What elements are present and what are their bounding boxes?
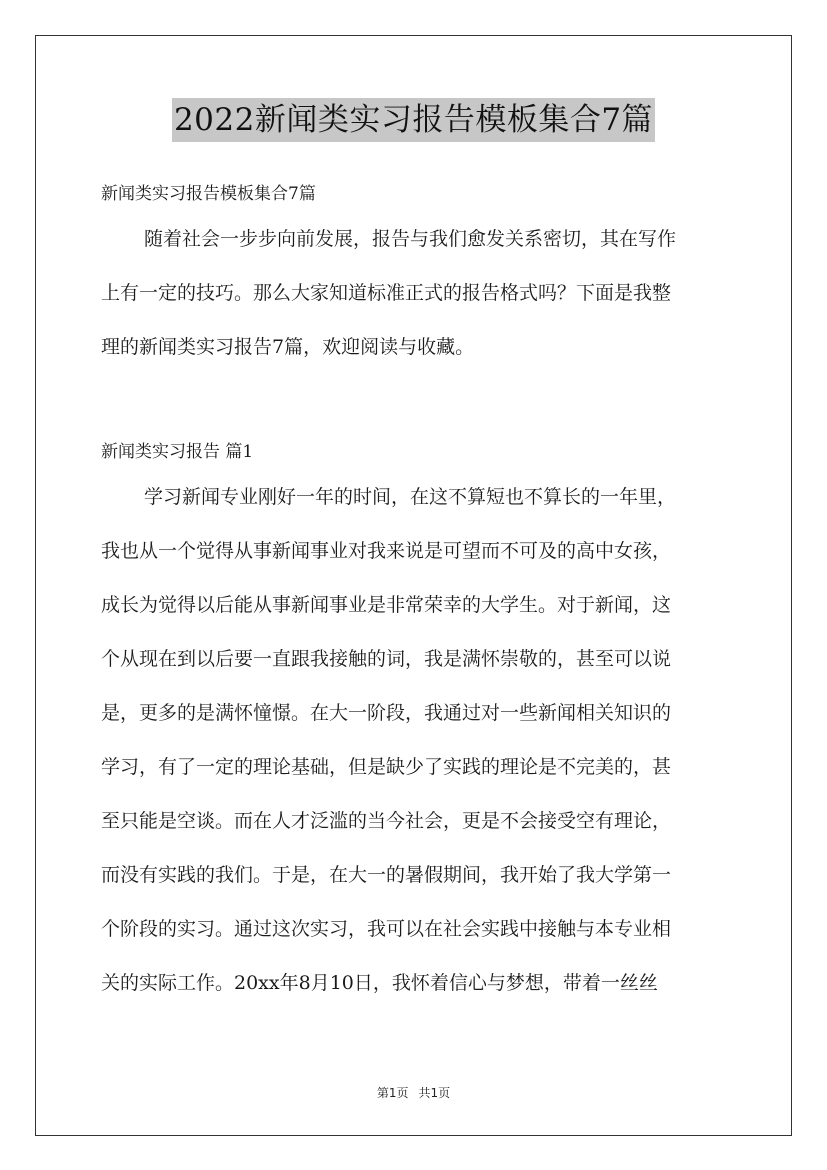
section-line: 成长为觉得以后能从事新闻事业是非常荣幸的大学生。对于新闻，这	[101, 594, 672, 616]
intro-line: 上有一定的技巧。那么大家知道标准正式的报告格式吗？下面是我整	[101, 282, 672, 304]
page-footer	[0, 1084, 827, 1101]
intro-line: 随着社会一步步向前发展，报告与我们愈发关系密切，其在写作	[144, 228, 677, 250]
document-subtitle: 新闻类实习报告模板集合7篇	[101, 184, 316, 204]
section-line: 个阶段的实习。通过这次实习，我可以在社会实践中接触与本专业相	[101, 918, 672, 940]
section-line: 我也从一个觉得从事新闻事业对我来说是可望而不可及的高中女孩，	[101, 540, 672, 562]
page-number: 第1页	[376, 1086, 409, 1100]
section-heading: 新闻类实习报告 篇1	[101, 442, 254, 462]
intro-line: 理的新闻类实习报告7篇，欢迎阅读与收藏。	[101, 336, 475, 358]
title-container	[0, 98, 827, 142]
section-line: 至只能是空谈。而在人才泛滥的当今社会，更是不会接受空有理论，	[101, 810, 672, 832]
section-line: 学习，有了一定的理论基础，但是缺少了实践的理论是不完美的，甚	[101, 756, 672, 778]
page-total: 共1页	[418, 1086, 451, 1100]
section-line: 是，更多的是满怀憧憬。在大一阶段，我通过对一些新闻相关知识的	[101, 702, 672, 724]
paragraph-gap	[101, 374, 727, 434]
section-line: 学习新闻专业刚好一年的时间，在这不算短也不算长的一年里，	[144, 486, 677, 508]
section-line: 个从现在到以后要一直跟我接触的词，我是满怀崇敬的，甚至可以说	[101, 648, 672, 670]
section-line: 而没有实践的我们。于是，在大一的暑假期间，我开始了我大学第一	[101, 864, 672, 886]
document-title: 2022新闻类实习报告模板集合7篇	[172, 98, 655, 142]
document-body	[101, 176, 727, 1010]
section-line: 关的实际工作。20xx年8月10日，我怀着信心与梦想，带着一丝丝	[101, 972, 658, 994]
